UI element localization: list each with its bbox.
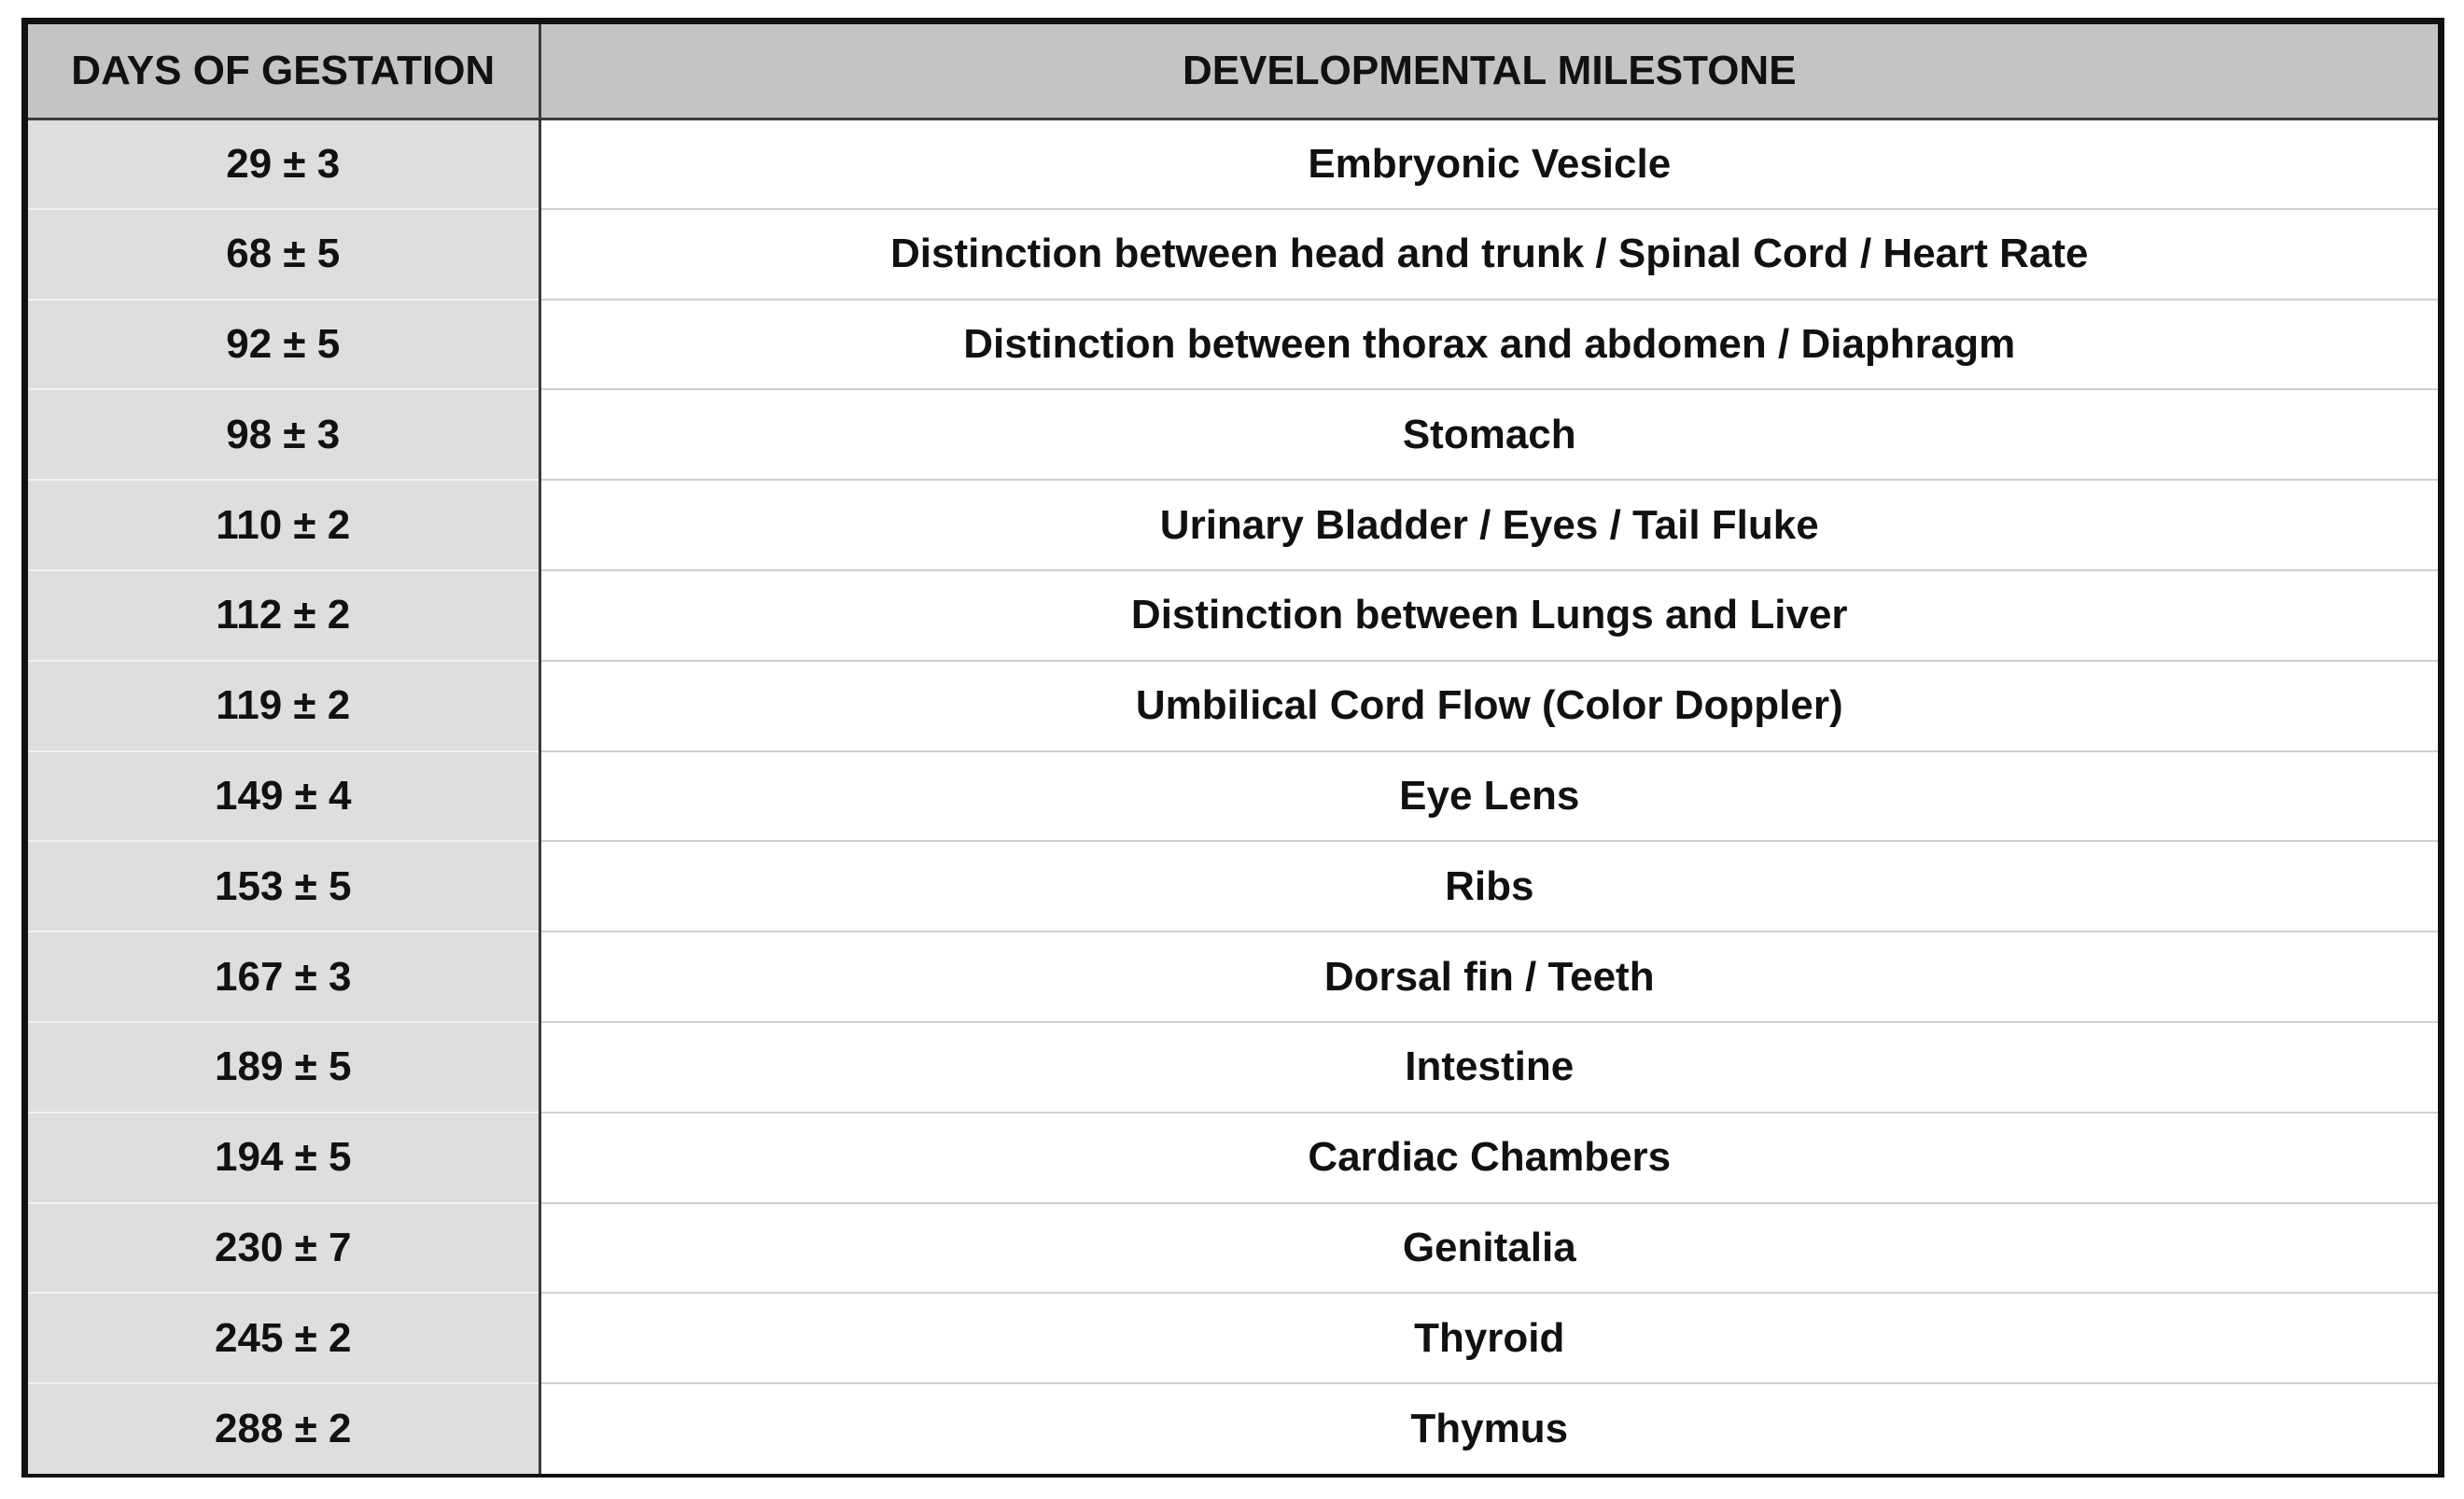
- days-cell: 149 ± 4: [28, 751, 539, 842]
- days-cell: 189 ± 5: [28, 1022, 539, 1113]
- milestone-cell: Thyroid: [539, 1293, 2438, 1383]
- days-cell: 167 ± 3: [28, 932, 539, 1022]
- table-row: [28, 841, 2438, 932]
- table-header-row: [28, 24, 2438, 119]
- table-row: [28, 119, 2438, 209]
- days-cell: 98 ± 3: [28, 389, 539, 480]
- days-cell: 92 ± 5: [28, 300, 539, 390]
- table-row: [28, 932, 2438, 1022]
- table-row: [28, 300, 2438, 390]
- days-cell: 230 ± 7: [28, 1203, 539, 1294]
- milestone-cell: Distinction between Lungs and Liver: [539, 570, 2438, 661]
- days-cell: 288 ± 2: [28, 1383, 539, 1474]
- days-cell: 29 ± 3: [28, 119, 539, 209]
- milestone-cell: Genitalia: [539, 1203, 2438, 1294]
- days-cell: 245 ± 2: [28, 1293, 539, 1383]
- days-cell: 110 ± 2: [28, 480, 539, 570]
- milestone-table-container: [21, 18, 2444, 1478]
- table-row: [28, 751, 2438, 842]
- days-cell: 112 ± 2: [28, 570, 539, 661]
- days-cell: 153 ± 5: [28, 841, 539, 932]
- milestone-cell: Distinction between head and trunk / Spinal Cord / Heart Rate: [539, 209, 2438, 300]
- table-row: [28, 1383, 2438, 1474]
- days-cell: 68 ± 5: [28, 209, 539, 300]
- milestone-cell: Stomach: [539, 389, 2438, 480]
- table-row: [28, 570, 2438, 661]
- days-cell: 194 ± 5: [28, 1113, 539, 1203]
- table-row: [28, 661, 2438, 751]
- table-row: [28, 389, 2438, 480]
- days-cell: 119 ± 2: [28, 661, 539, 751]
- milestone-cell: Thymus: [539, 1383, 2438, 1474]
- days-of-gestation-header: DAYS OF GESTATION: [28, 24, 539, 119]
- table-row: [28, 1203, 2438, 1294]
- table-row: [28, 1022, 2438, 1113]
- milestone-cell: Distinction between thorax and abdomen / Diaphragm: [539, 300, 2438, 390]
- milestone-cell: Eye Lens: [539, 751, 2438, 842]
- milestone-cell: Dorsal fin / Teeth: [539, 932, 2438, 1022]
- table-row: [28, 1113, 2438, 1203]
- milestone-cell: Embryonic Vesicle: [539, 119, 2438, 209]
- table-row: [28, 480, 2438, 570]
- milestone-cell: Umbilical Cord Flow (Color Doppler): [539, 661, 2438, 751]
- milestone-cell: Urinary Bladder / Eyes / Tail Fluke: [539, 480, 2438, 570]
- table-row: [28, 209, 2438, 300]
- gestation-milestone-table: [28, 24, 2438, 1474]
- milestone-cell: Cardiac Chambers: [539, 1113, 2438, 1203]
- milestone-cell: Ribs: [539, 841, 2438, 932]
- milestone-cell: Intestine: [539, 1022, 2438, 1113]
- developmental-milestone-header: DEVELOPMENTAL MILESTONE: [539, 24, 2438, 119]
- table-row: [28, 1293, 2438, 1383]
